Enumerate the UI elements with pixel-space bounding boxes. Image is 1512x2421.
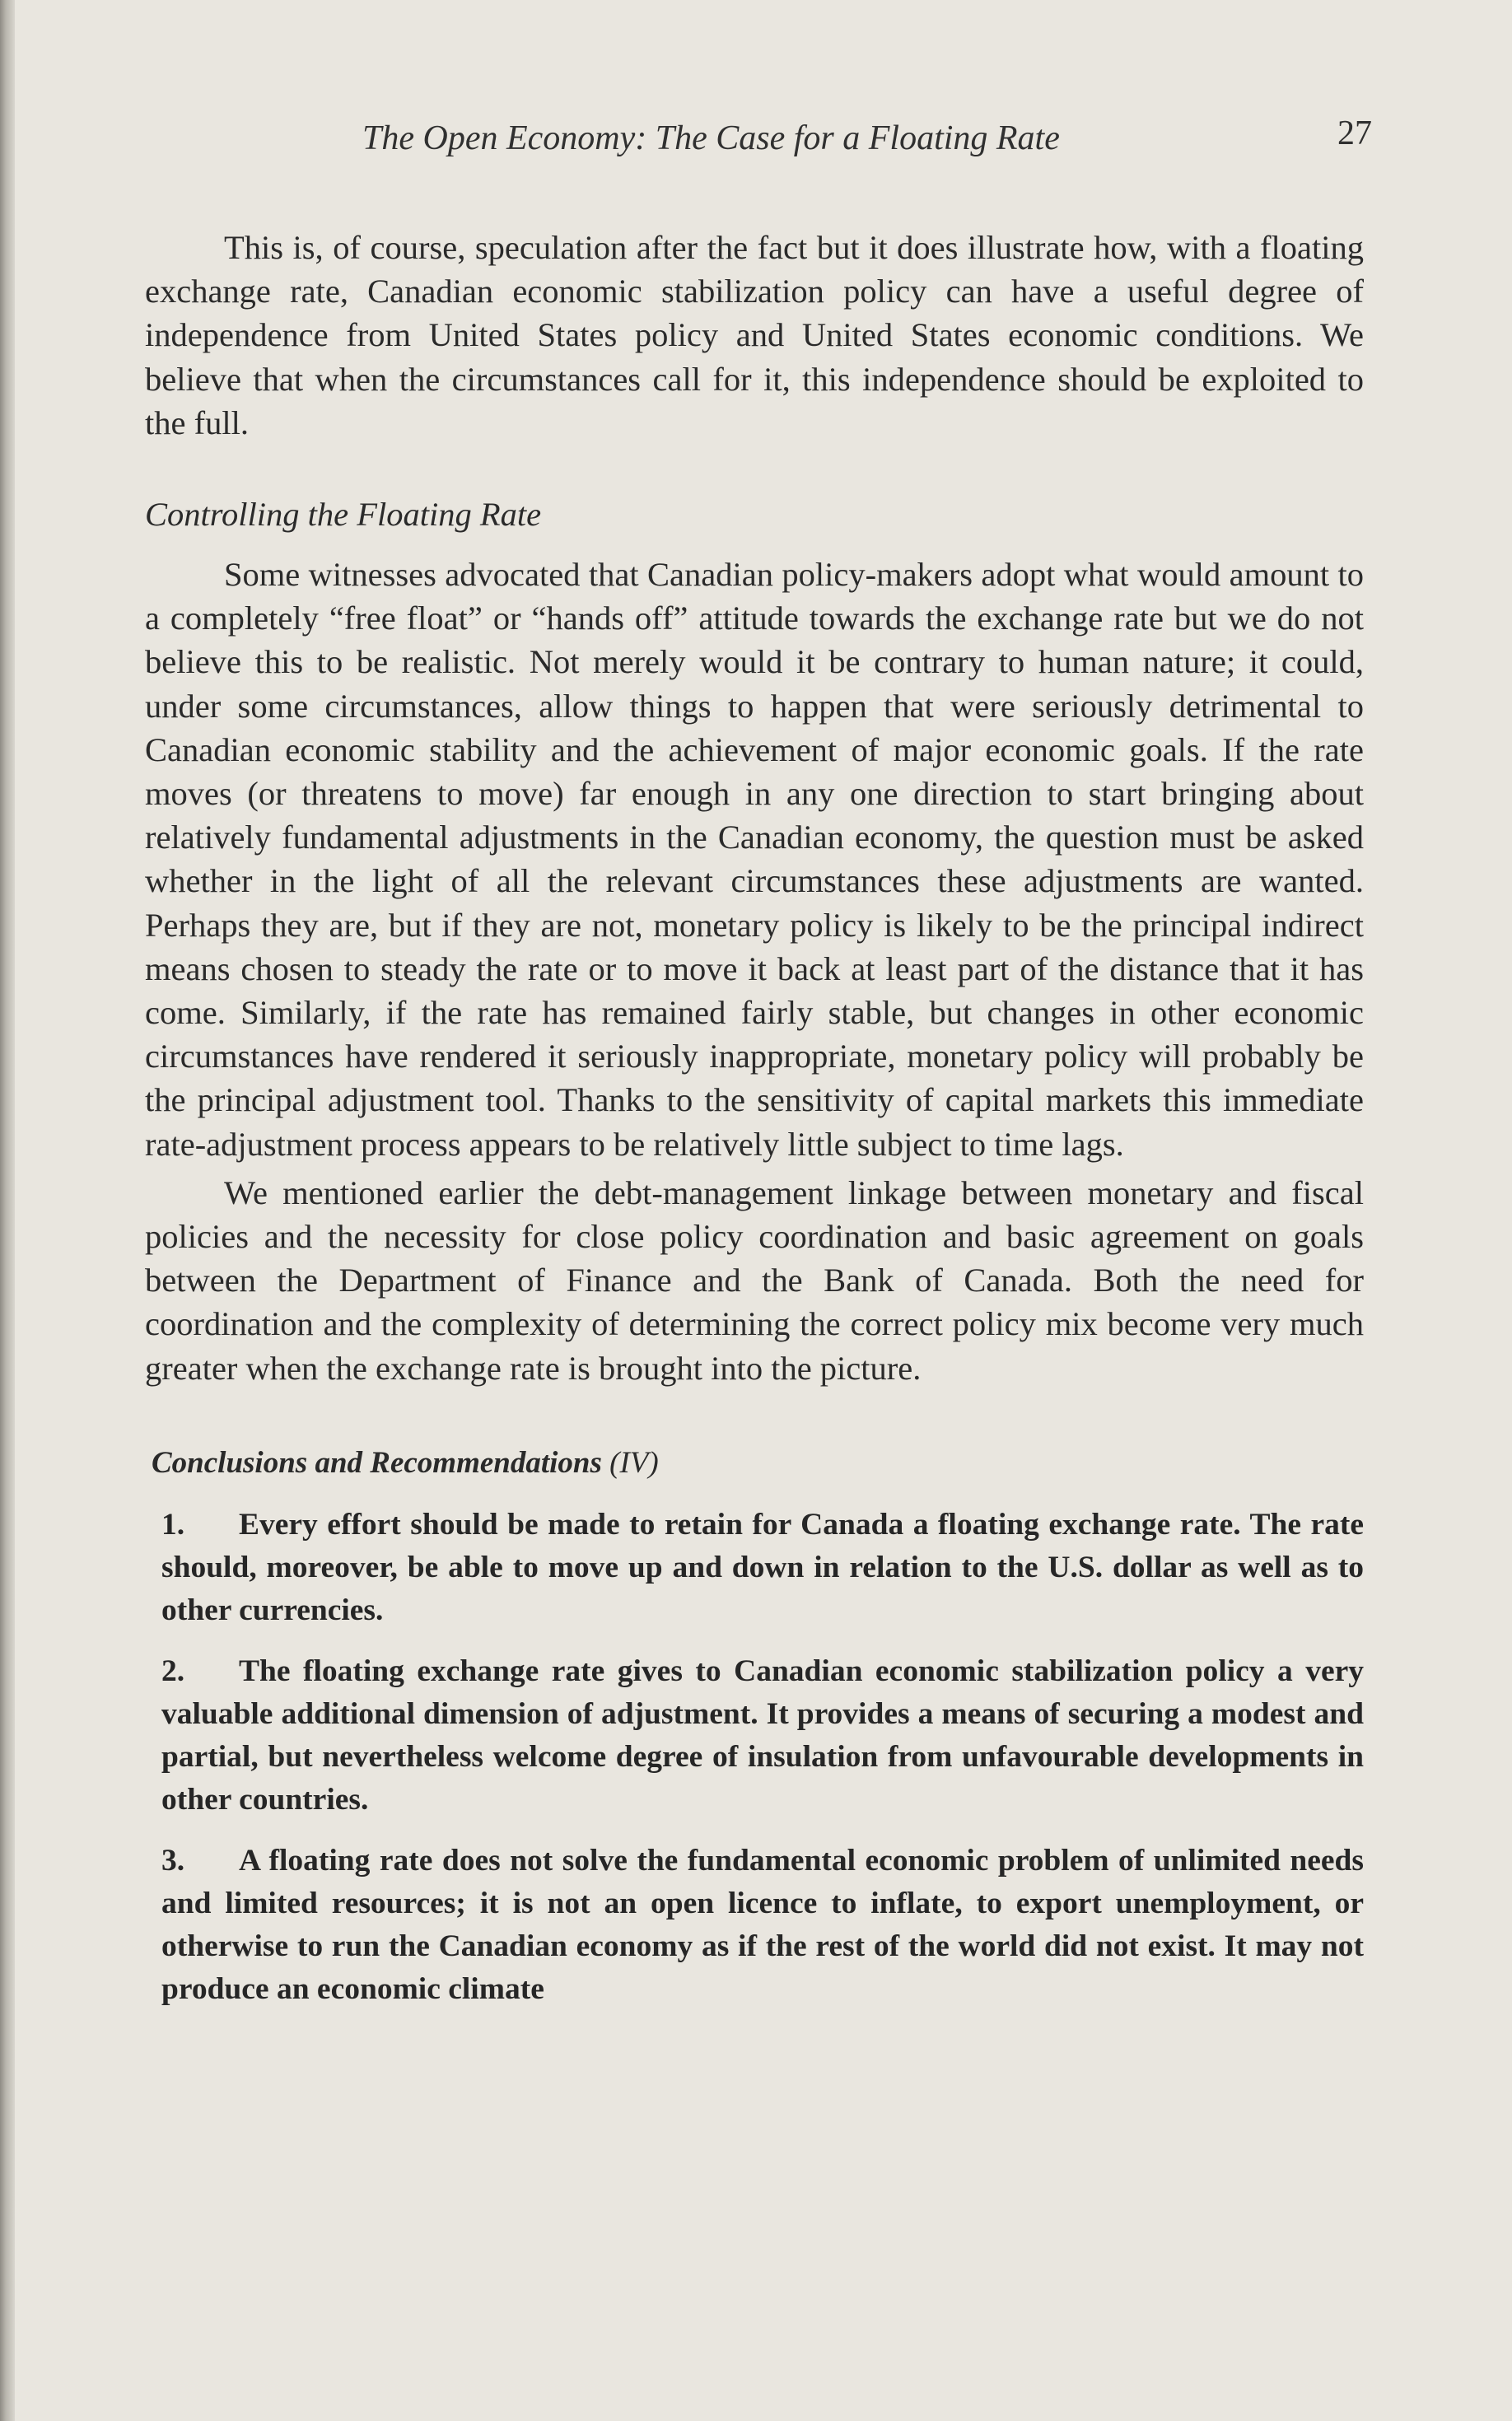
conclusions-heading (152, 1443, 1364, 1484)
recommendation-number: 3. (161, 1843, 185, 1878)
conclusions-heading-text: Conclusions and Recommendations (152, 1445, 602, 1480)
book-spine-shadow (0, 0, 15, 2421)
section-heading: Controlling the Floating Rate (145, 496, 542, 534)
paragraph-free-float: Some witnesses advocated that Canadian policy-makers adopt what would amount to a completely “free float” or “hands off” attitude towards the exchange rate but we do not believe this to be realistic. Not merely would it be contrary to human nature; it could, under some circumstances, allow things to happen that were seriously detrimental to Canadian economic stability and the achievement of major economic goals. If the rate moves (or threatens to move) far enough in any one direction to start bringing about relatively fundamental adjustments in the Canadian economy, the question must be asked whether in the light of all the relevant circumstances these adjustments are wanted. Perhaps they are, but if they are not, monetary policy is likely to be the principal indirect means chosen to steady the rate or to move it back at least part of the distance that it has come. Similarly, if the rate has remained fairly stable, but changes in other economic circumstances have rendered it seriously inappropriate, monetary policy will probably be the principal adjustment tool. Thanks to the sensitivity of capital markets this immediate rate-adjustment process appears to be relatively little subject to time lags. (145, 556, 1364, 1163)
paragraph-debt-management: We mentioned earlier the debt-management linkage between monetary and fiscal policies and the necessity for close policy coordination and basic agreement on goals between the Department of Finance and the Bank of Canada. Both the need for coordination and the complexity of determining the correct policy mix become very much greater when the exchange rate is brought into the picture. (145, 1173, 1364, 1387)
page-number: 27 (1337, 114, 1372, 152)
recommendation-item (161, 1504, 1364, 1632)
running-title: The Open Economy: The Case for a Floating Rate (362, 119, 1060, 157)
recommendation-number: 2. (161, 1654, 185, 1688)
recommendation-text: A floating rate does not solve the fundamental economic problem of unlimited needs and limited resources; it is not an open licence to inflate, to export unemployment, or otherwise to run the Canadian economy as if the rest of the world did not exist. It may not produce an economic climate (161, 1843, 1364, 2006)
conclusions-heading-number: (IV) (609, 1445, 659, 1480)
recommendation-text: Every effort should be made to retain for Canada a floating exchange rate. The rate should, moreover, be able to move up and down in relation to the U.S. dollar as well as to other currencies. (161, 1507, 1364, 1627)
book-page (145, 107, 1372, 2029)
recommendation-item (161, 1650, 1364, 1822)
recommendation-number: 1. (161, 1507, 185, 1542)
paragraph-intro: This is, of course, speculation after the fact but it does illustrate how, with a floating exchange rate, Canadian economic stabilization policy can have a useful degree of independence from United States policy and United States economic conditions. We believe that when the circumstances call for it, this independence should be exploited to the full. (145, 229, 1364, 441)
recommendation-text: The floating exchange rate gives to Canadian economic stabilization policy a very valuable additional dimension of adjustment. It provides a means of securing a modest and partial, but nevertheless welcome degree of insulation from unfavourable developments in other countries. (161, 1654, 1364, 1817)
recommendation-item (161, 1840, 1364, 2011)
running-header (145, 107, 1372, 173)
